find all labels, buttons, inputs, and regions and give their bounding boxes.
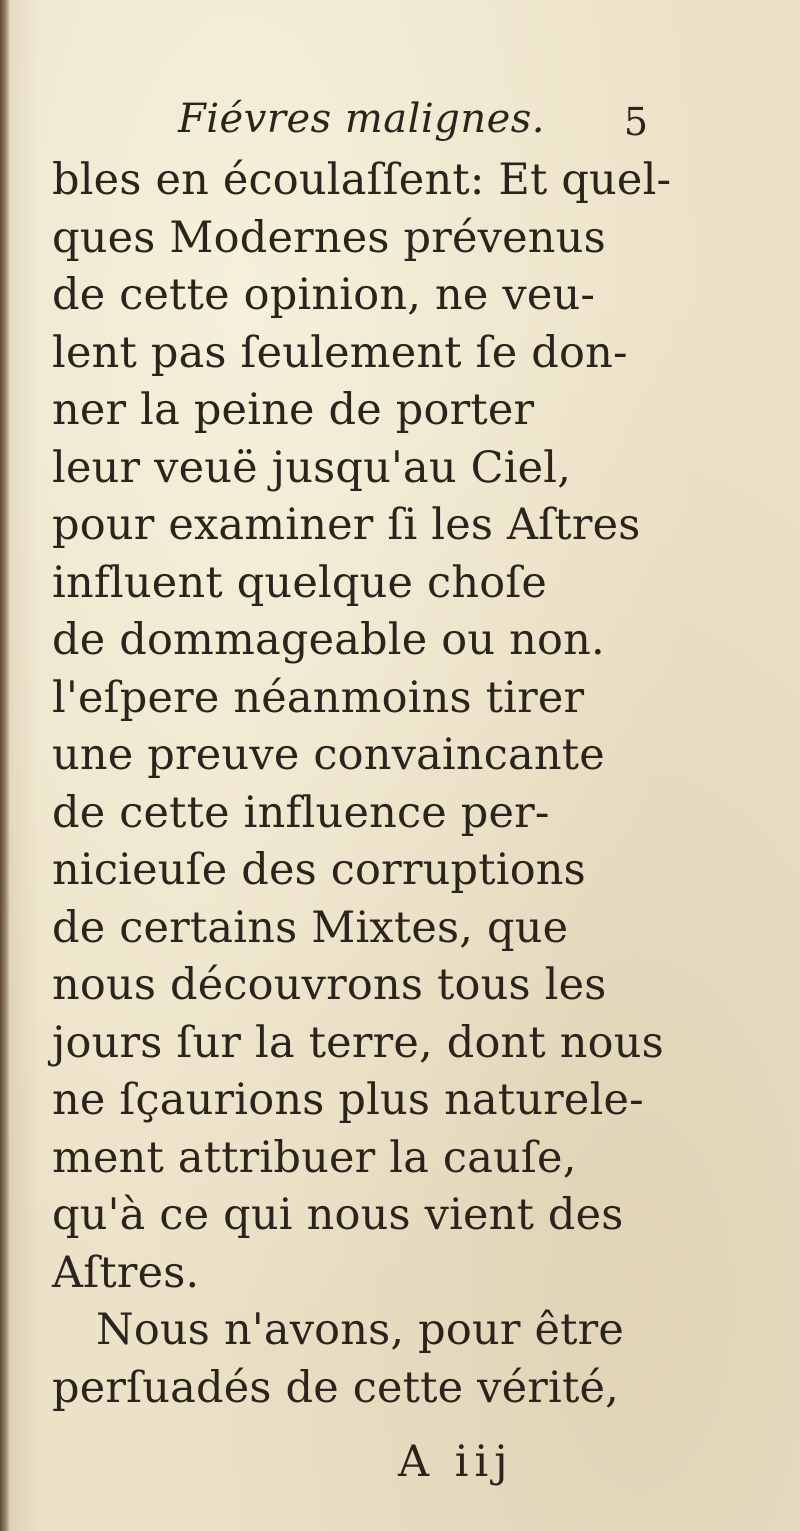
- text-line: nous découvrons tous les: [52, 960, 607, 1010]
- text-line: jours ſur la terre, dont nous: [52, 1017, 664, 1068]
- text-line: de dommageable ou non.: [52, 615, 605, 665]
- text-line: pour examiner ſi les Aſtres: [52, 500, 641, 550]
- text-line: perſuadés de cette vérité,: [52, 1362, 619, 1413]
- text-line: qu'à ce qui nous vient des: [52, 1190, 624, 1240]
- text-line: ne ſçaurions plus naturele-: [52, 1075, 644, 1125]
- text-line: ner la peine de porter: [52, 385, 535, 435]
- page-header: [178, 96, 648, 156]
- page-number: 5: [623, 100, 648, 144]
- signature-mark: A iij: [398, 1437, 514, 1487]
- text-line: influent quelque choſe: [52, 557, 548, 608]
- text-line: une preuve convaincante: [52, 730, 605, 780]
- text-line: de cette opinion, ne veu-: [52, 270, 596, 320]
- text-line: de certains Mixtes, que: [52, 902, 569, 953]
- text-line: Aſtres.: [52, 1247, 200, 1298]
- text-line: de cette influence per-: [52, 787, 550, 838]
- text-line: ment attribuer la cauſe,: [52, 1132, 577, 1183]
- text-line-indented: Nous n'avons, pour être: [96, 1305, 625, 1355]
- text-line: l'eſpere néanmoins tirer: [52, 672, 585, 723]
- text-line: nicieuſe des corruptions: [52, 845, 586, 895]
- text-line: bles en écoulaſſent: Et quel-: [52, 155, 672, 205]
- text-line: leur veuë jusqu'au Ciel,: [52, 442, 572, 493]
- text-line: ques Modernes prévenus: [52, 212, 606, 263]
- body-text: [52, 152, 672, 1417]
- text-line: lent pas ſeulement ſe don-: [52, 327, 628, 378]
- running-title: Fiévres malignes.: [178, 96, 545, 142]
